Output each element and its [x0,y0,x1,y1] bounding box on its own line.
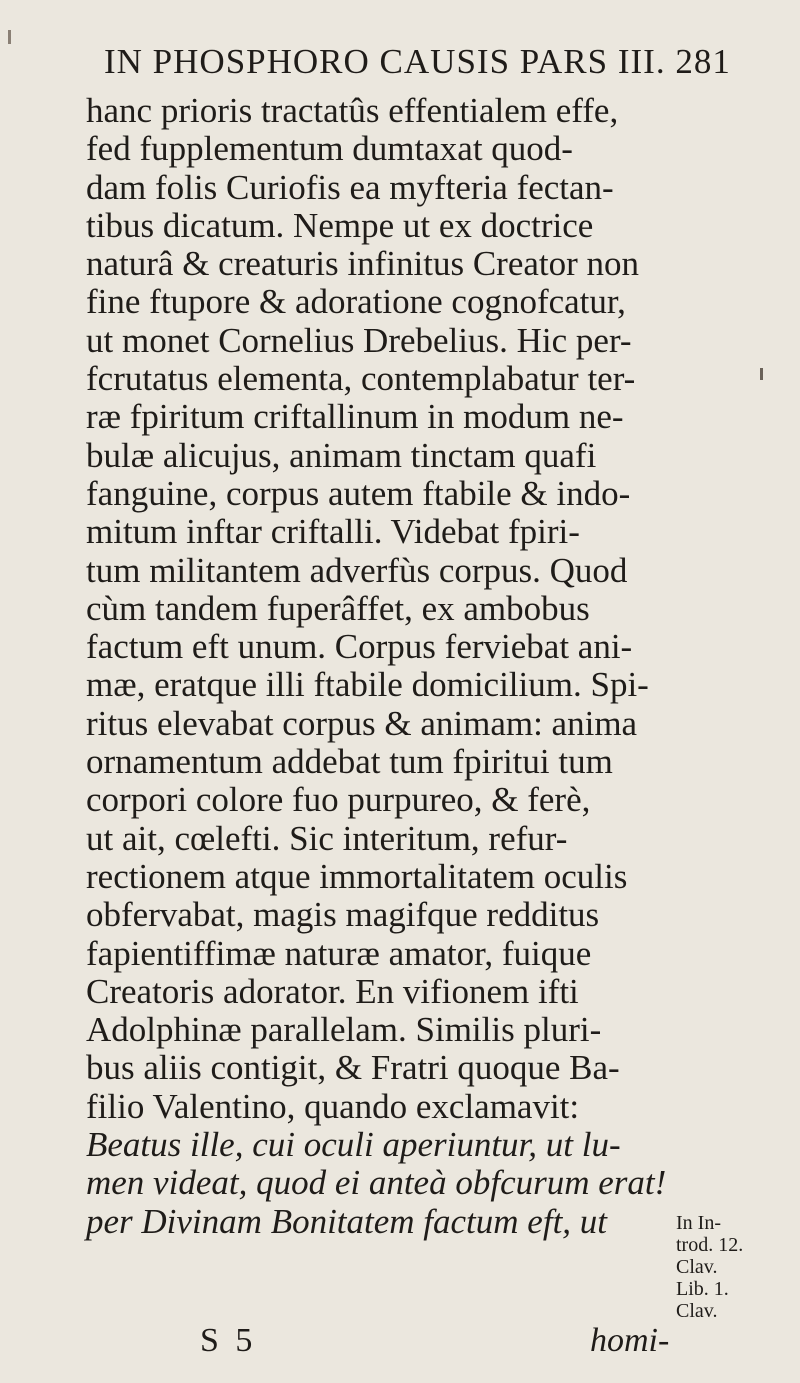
text-line: mitum inftar criftalli. Videbat fpiri- [86,512,580,552]
margin-note-line: trod. 12. [676,1234,744,1256]
running-header: IN PHOSPHORO CAUSIS PARS III. 281 [104,42,731,81]
text-line: hanc prioris tractatûs effentialem effe, [86,91,619,130]
text-line: factum eft unum. Corpus ferviebat ani- [86,627,633,667]
text-line: fed fupplementum dumtaxat quod- [86,129,573,169]
text-line: tum militantem adverfùs corpus. Quod [86,550,628,590]
margin-note-line: Lib. 1. [676,1278,729,1300]
text-line: fcrutatus elementa, contemplabatur ter- [86,359,636,399]
margin-note-line: Clav. [676,1256,718,1278]
text-line: fine ftupore & adoratione cognofcatur, [86,282,626,322]
margin-mark [760,368,763,380]
text-line: tibus dicatum. Nempe ut ex doctrice [86,205,594,245]
text-line: naturâ & creaturis infinitus Creator non [86,244,640,284]
text-line: filio Valentino, quando exclamavit: [86,1086,580,1126]
text-line: obfervabat, magis magifque redditus [86,895,600,935]
text-line: ræ fpiritum criftallinum in modum ne- [86,397,624,437]
text-line: rectionem atque immortalitatem oculis [86,856,628,896]
text-line: fapientiffimæ naturæ amator, fuique [86,933,592,973]
text-line: bulæ alicujus, animam tinctam quafi [86,435,597,475]
text-line: fanguine, corpus autem ftabile & indo- [86,473,631,513]
text-line: ut ait, cœlefti. Sic interitum, refur- [86,818,568,858]
quote-line: men videat, quod ei anteà obfcurum erat! [86,1163,667,1203]
margin-note-line: Clav. [676,1300,718,1322]
catchword: homi- [590,1322,670,1359]
margin-note [676,1212,794,1322]
body-text [86,92,726,1241]
quote-line: per Divinam Bonitatem factum eft, ut [86,1201,608,1241]
text-line: ut monet Cornelius Drebelius. Hic per- [86,320,632,360]
text-line: Adolphinæ parallelam. Similis pluri- [86,1010,602,1050]
text-line: dam folis Curiofis ea myfteria fectan- [86,167,614,207]
text-line: corpori colore fuo purpureo, & ferè, [86,780,591,820]
text-line: ritus elevabat corpus & animam: anima [86,703,638,743]
text-line: mæ, eratque illi ftabile domicilium. Spi- [86,665,649,705]
quote-line: Beatus ille, cui oculi aperiuntur, ut lu- [86,1125,621,1165]
text-line: Creatoris adorator. En vifionem ifti [86,971,579,1011]
margin-note-line: In In- [676,1212,721,1234]
print-mark [8,30,11,44]
text-line: ornamentum addebat tum fpiritui tum [86,742,613,782]
signature-mark: S 5 [200,1322,257,1359]
text-line: bus aliis contigit, & Fratri quoque Ba- [86,1048,620,1088]
text-line: cùm tandem fuperâffet, ex ambobus [86,588,590,628]
